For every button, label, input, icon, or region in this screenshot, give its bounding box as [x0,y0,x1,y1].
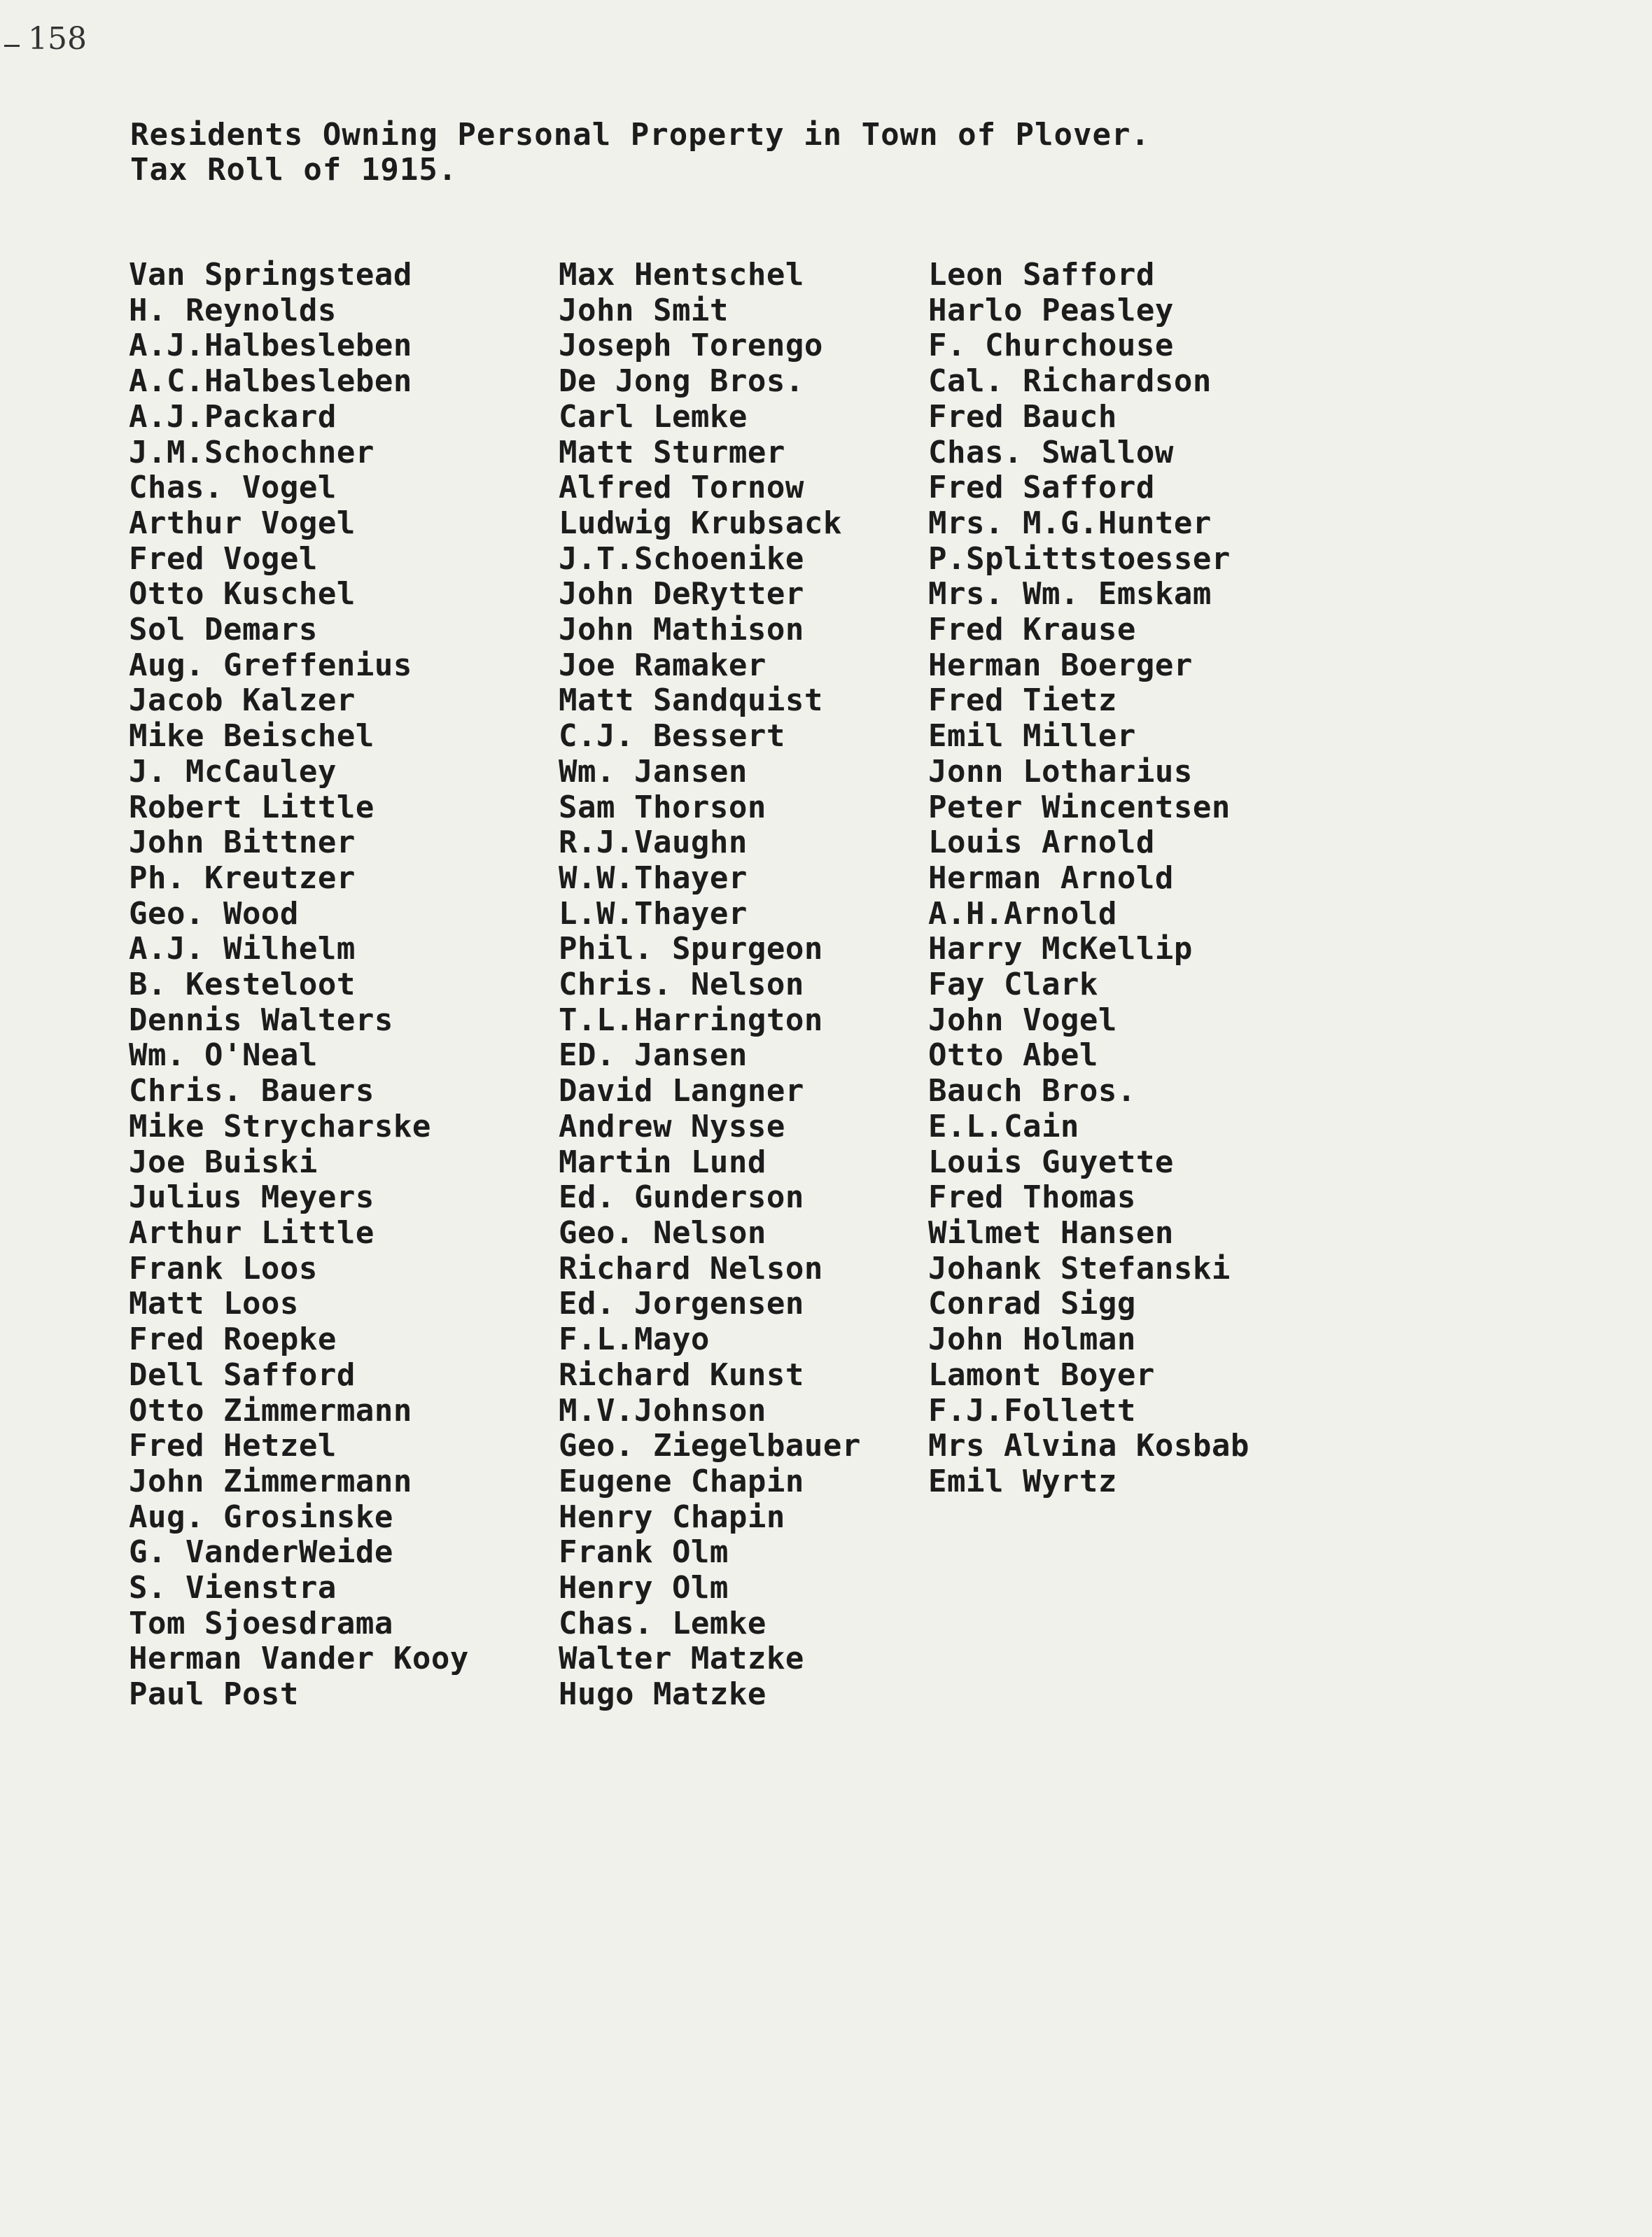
resident-name: Wm. Jansen [559,753,748,790]
resident-name: Fred Bauch [928,398,1117,435]
resident-name: E.L.Cain [928,1108,1079,1144]
resident-name: Matt Sturmer [559,434,785,470]
resident-name: Herman Vander Kooy [129,1641,469,1677]
resident-name: Fred Thomas [928,1179,1136,1216]
resident-name: F.J.Follett [928,1392,1136,1429]
resident-name: Van Springstead [129,257,412,293]
names-column-2 [559,258,861,1713]
resident-name: Richard Nelson [559,1250,823,1286]
resident-name: Herman Arnold [928,860,1174,896]
resident-name: Sam Thorson [559,789,766,825]
resident-name: C.J. Bessert [559,718,785,755]
resident-name: Cal. Richardson [928,363,1212,400]
names-column-3 [928,258,1250,1500]
resident-name: Fred Vogel [129,540,318,577]
resident-name: Richard Kunst [559,1356,804,1393]
resident-name: Joe Buiski [129,1144,318,1180]
resident-name: Sol Demars [129,612,318,648]
resident-name: Fred Hetzel [129,1428,337,1464]
resident-name: Joe Ramaker [559,647,766,683]
resident-name: Louis Arnold [928,825,1155,861]
resident-name: Matt Loos [129,1286,299,1322]
resident-name: Alfred Tornow [559,470,804,506]
resident-name: Otto Kuschel [129,576,356,612]
resident-name: Hugo Matzke [559,1676,766,1713]
resident-name: Henry Chapin [559,1499,785,1535]
resident-name: L.W.Thayer [559,895,748,932]
resident-name: B. Kesteloot [129,967,356,1003]
resident-name: Harlo Peasley [928,292,1174,328]
names-column-1 [129,258,469,1713]
page-number: 158 [28,21,87,57]
resident-name: Peter Wincentsen [928,789,1231,825]
resident-name: Wilmet Hansen [928,1214,1174,1251]
resident-name: Louis Guyette [928,1144,1174,1180]
resident-name: F.L.Mayo [559,1321,710,1358]
resident-name: John Bittner [129,825,356,861]
resident-name: J. McCauley [129,753,337,790]
resident-name: J.T.Schoenike [559,540,804,577]
resident-name: Walter Matzke [559,1641,804,1677]
resident-name: Carl Lemke [559,398,748,435]
resident-name: Frank Olm [559,1534,729,1571]
resident-name: Robert Little [129,789,374,825]
resident-name: F. Churchouse [928,328,1174,364]
resident-name: Andrew Nysse [559,1108,785,1144]
resident-name: G. VanderWeide [129,1534,393,1571]
resident-name: A.J.Halbesleben [129,328,412,364]
resident-name: John Zimmermann [129,1463,412,1499]
heading-subtitle: Tax Roll of 1915. [130,152,458,188]
resident-name: Otto Zimmermann [129,1392,412,1429]
resident-name: A.H.Arnold [928,895,1117,932]
resident-name: Leon Safford [928,257,1155,293]
resident-name: A.J.Packard [129,398,337,435]
resident-name: Jacob Kalzer [129,682,356,719]
resident-name: Julius Meyers [129,1179,374,1216]
resident-name: Wm. O'Neal [129,1037,318,1074]
resident-name: Mrs. Wm. Emskam [928,576,1212,612]
resident-name: Otto Abel [928,1037,1098,1074]
resident-name: Emil Miller [928,718,1136,755]
resident-name: Aug. Greffenius [129,647,412,683]
resident-name: John Smit [559,292,729,328]
resident-name: Geo. Wood [129,895,299,932]
resident-name: Mrs. M.G.Hunter [928,505,1212,541]
resident-name: ED. Jansen [559,1037,748,1074]
resident-name: Max Hentschel [559,257,804,293]
resident-name: Tom Sjoesdrama [129,1605,393,1641]
resident-name: John Vogel [928,1002,1117,1038]
resident-name: Chas. Lemke [559,1605,766,1641]
resident-name: Conrad Sigg [928,1286,1136,1322]
resident-name: S. Vienstra [129,1570,337,1606]
resident-name: Fay Clark [928,967,1098,1003]
resident-name: Fred Safford [928,470,1155,506]
resident-name: Matt Sandquist [559,682,823,719]
resident-name: Ed. Gunderson [559,1179,804,1216]
resident-name: Frank Loos [129,1250,318,1286]
resident-name: Chas. Vogel [129,470,337,506]
resident-name: Harry McKellip [928,931,1193,967]
resident-name: Paul Post [129,1676,299,1713]
resident-name: Henry Olm [559,1570,729,1606]
resident-name: A.C.Halbesleben [129,363,412,400]
resident-name: Ludwig Krubsack [559,505,842,541]
resident-name: John Mathison [559,612,804,648]
resident-name: Dell Safford [129,1356,356,1393]
document-heading [130,118,1150,188]
resident-name: Bauch Bros. [928,1073,1136,1109]
resident-name: Herman Boerger [928,647,1193,683]
resident-name: Lamont Boyer [928,1356,1155,1393]
resident-name: R.J.Vaughn [559,825,748,861]
resident-name: P.Splittstoesser [928,540,1231,577]
resident-name: Mike Strycharske [129,1108,431,1144]
resident-name: Chris. Nelson [559,967,804,1003]
resident-name: Aug. Grosinske [129,1499,393,1535]
resident-name: Fred Roepke [129,1321,337,1358]
resident-name: John DeRytter [559,576,804,612]
resident-name: Chas. Swallow [928,434,1174,470]
resident-name: Fred Tietz [928,682,1117,719]
resident-name: David Langner [559,1073,804,1109]
resident-name: M.V.Johnson [559,1392,766,1429]
resident-name: Phil. Spurgeon [559,931,823,967]
resident-name: J.M.Schochner [129,434,374,470]
resident-name: De Jong Bros. [559,363,804,400]
resident-name: W.W.Thayer [559,860,748,896]
resident-name: Martin Lund [559,1144,766,1180]
resident-name: Arthur Vogel [129,505,356,541]
resident-name: Emil Wyrtz [928,1463,1117,1499]
resident-name: John Holman [928,1321,1136,1358]
resident-name: Eugene Chapin [559,1463,804,1499]
resident-name: Ph. Kreutzer [129,860,356,896]
resident-name: Jonn Lotharius [928,753,1193,790]
resident-name: Chris. Bauers [129,1073,374,1109]
resident-name: Johank Stefanski [928,1250,1231,1286]
resident-name: A.J. Wilhelm [129,931,356,967]
resident-name: Fred Krause [928,612,1136,648]
resident-name: Arthur Little [129,1214,374,1251]
resident-name: Geo. Nelson [559,1214,766,1251]
resident-name: T.L.Harrington [559,1002,823,1038]
resident-name: Mike Beischel [129,718,374,755]
resident-name: Mrs Alvina Kosbab [928,1428,1250,1464]
resident-name: Joseph Torengo [559,328,823,364]
heading-title: Residents Owning Personal Property in Town of Plover. [130,117,1150,153]
resident-name: Ed. Jorgensen [559,1286,804,1322]
resident-name: Dennis Walters [129,1002,393,1038]
resident-name: Geo. Ziegelbauer [559,1428,861,1464]
resident-name: H. Reynolds [129,292,337,328]
